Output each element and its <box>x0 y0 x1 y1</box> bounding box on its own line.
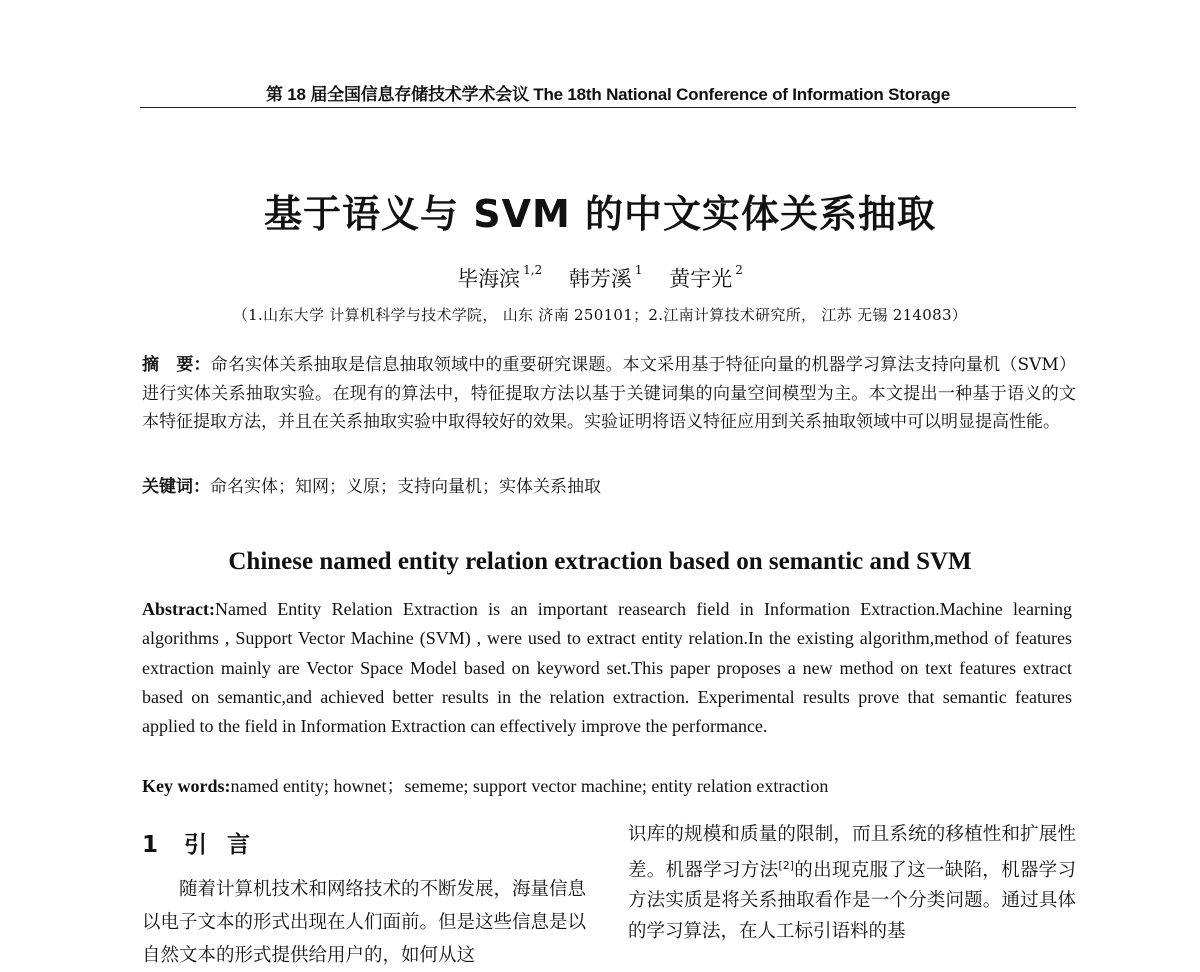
keywords-en-label: Key words: <box>142 776 231 796</box>
affiliation: （1.山东大学 计算机科学与技术学院， 山东 济南 250101；2.江南计算技术研究所， 江苏 无锡 214083） <box>232 306 968 324</box>
body-text: 的出现克服了这一缺陷，机器学习方法实质是将关系抽取看作是一个分类问题。通过具体的学习算法，在人工标引语料的基 <box>628 859 1076 942</box>
abstract-zh-label: 摘 要： <box>142 355 211 375</box>
author <box>568 263 643 291</box>
abstract-en-label: Abstract: <box>142 599 215 619</box>
section-number: 1 <box>142 832 159 858</box>
abstract-en <box>142 595 1072 741</box>
body-column-left: 随着计算机技术和网络技术的不断发展，海量信息以电子文本的形式出现在人们面前。但是这些信息是以自然文本的形式提供给用户的，如何从这 <box>142 879 587 966</box>
keywords-en <box>142 772 1076 798</box>
author-affil-mark: 2 <box>735 263 743 277</box>
section-heading <box>142 826 270 859</box>
author-name: 韩芳溪 <box>568 267 632 291</box>
keywords-en-text: named entity; hownet；sememe; support vector machine; entity relation extraction <box>230 776 829 796</box>
abstract-zh-text: 命名实体关系抽取是信息抽取领域中的重要研究课题。本文采用基于特征向量的机器学习算法支持向量机（SVM）进行实体关系抽取实验。在现有的算法中，特征提取方法以基于关键词集的向量空间模型为主。本文提出一种基于语义的文本特征提取方法，并且在关系抽取实验中取得较好的效果。实验证明将语义特征应用到关系抽取领域中可以明显提高性能。 <box>142 355 1077 433</box>
author <box>669 263 743 291</box>
author-affil-mark: 1 <box>634 263 643 277</box>
running-header: 第 18 届全国信息存储技术学术会议 The 18th National Conference of Information Storage <box>265 85 950 104</box>
keywords-zh <box>142 472 1076 497</box>
paper-title-en: Chinese named entity relation extraction based on semantic and SVM <box>228 548 972 575</box>
keywords-zh-label: 关键词： <box>142 477 210 497</box>
section-title: 引言 <box>184 832 271 858</box>
author-name: 黄宇光 <box>669 267 733 291</box>
author <box>457 263 543 291</box>
author-list <box>0 263 1200 293</box>
body-column-right <box>628 820 1076 947</box>
paper-title-zh: 基于语义与 SVM 的中文实体关系抽取 <box>263 192 937 236</box>
header-rule <box>140 107 1076 108</box>
body-text: 识库的规模和质量的限制，而且系统的移植性和扩展性差。机器学习方法 <box>628 824 1076 881</box>
author-name: 毕海滨 <box>457 267 521 291</box>
author-affil-mark: 1,2 <box>523 263 543 277</box>
abstract-en-text: Named Entity Relation Extraction is an important reasearch field in Information Extraction.Machine learning algorithms , Support Vector Machine (SVM) , were used to extract entity relation.In the existing algorithm,method of features extraction mainly are Vector Space Model based on keyword set.This paper proposes a new method on text features extract based on semantic,and achieved better results in the relation extraction. Experimental results prove that semantic features applied to the field in Information Extraction can effectively improve the performance. <box>142 599 1072 737</box>
keywords-zh-text: 命名实体；知网；义原；支持向量机；实体关系抽取 <box>210 477 601 497</box>
citation-ref: [2] <box>778 858 794 872</box>
abstract-zh <box>142 351 1076 437</box>
